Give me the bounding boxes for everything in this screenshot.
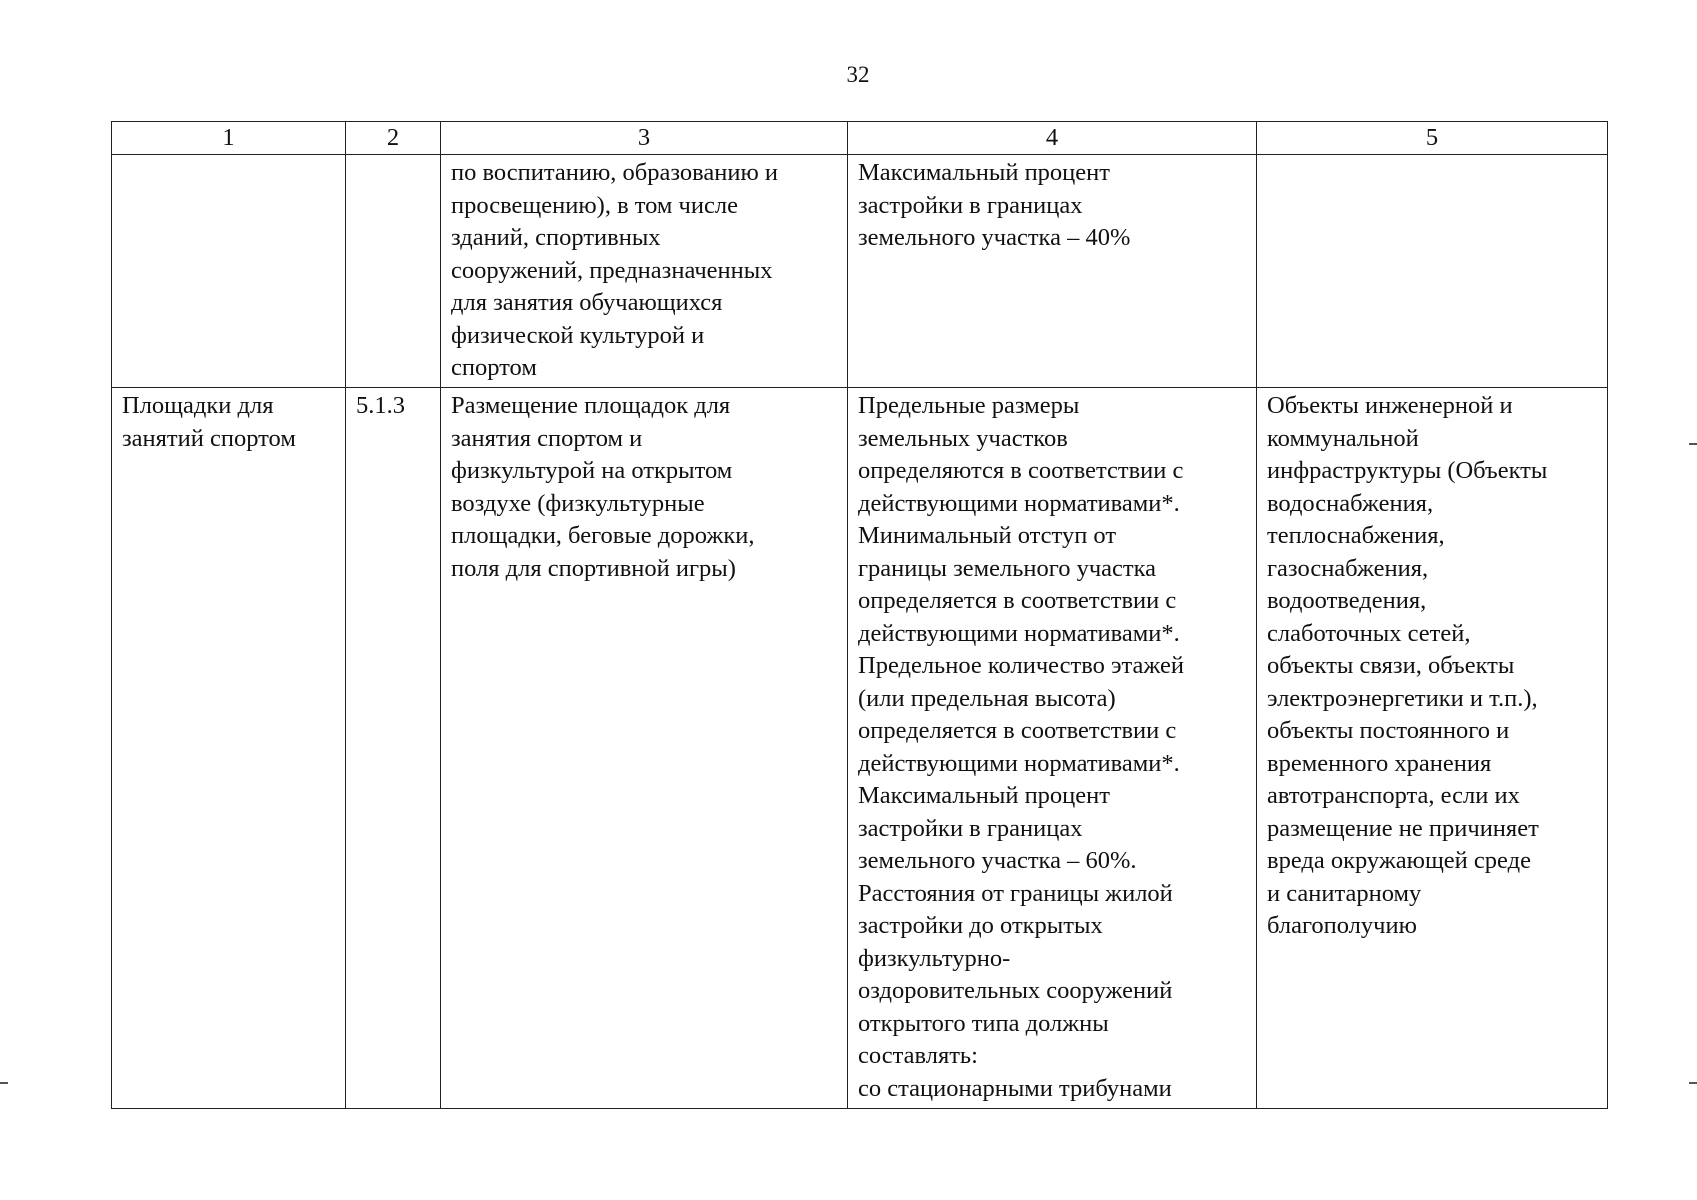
scan-edge-mark — [0, 1082, 8, 1084]
page-number: 32 — [846, 62, 870, 87]
table-row — [112, 155, 1608, 388]
cell-text: Максимальный процент застройки в границах земельного участка – 40% — [858, 159, 1131, 251]
table-cell — [1257, 388, 1608, 1109]
cell-text: Размещение площадок для занятия спортом и физкультурой на открытом воздухе (физкультурные площадки, беговые дорожки, поля для спортивной игры) — [451, 392, 755, 582]
cell-text: по воспитанию, образованию и просвещению), в том числе зданий, спортивных сооружений, предназначенных для занятия обучающихся физической культурой и спортом — [451, 159, 779, 381]
cell-text: Предельные размеры земельных участков определяются в соответствии с действующими нормативами*. Минимальный отступ от границы земельного участка определяется в соответствии с действующими нормативами*. Предельное количество этажей (или предельная высота) определяется в соответствии с действующими нормативами*. Максимальный процент застройки в границах земельного участка – 60%. Расстояния от границы жилой застройки до открытых физкультурно- оздоровительных сооружений открытого типа должны составлять: со стационарными трибунами — [858, 392, 1184, 1102]
table-row — [112, 388, 1608, 1109]
column-header: 2 — [346, 122, 441, 155]
land-use-table — [111, 121, 1608, 1109]
scan-edge-mark — [1689, 443, 1697, 445]
table-cell — [112, 388, 346, 1109]
table-header-row — [112, 122, 1608, 155]
table-cell — [441, 155, 848, 388]
scan-edge-mark — [1689, 1082, 1697, 1084]
table-cell — [848, 155, 1257, 388]
table-cell — [1257, 155, 1608, 388]
column-header: 4 — [848, 122, 1257, 155]
column-header: 5 — [1257, 122, 1608, 155]
cell-text: 5.1.3 — [356, 392, 405, 419]
table-cell — [848, 388, 1257, 1109]
table-cell — [112, 155, 346, 388]
table-cell — [441, 388, 848, 1109]
table-cell — [346, 155, 441, 388]
cell-text: Площадки для занятий спортом — [122, 392, 296, 452]
column-header: 3 — [441, 122, 848, 155]
cell-text: Объекты инженерной и коммунальной инфраструктуры (Объекты водоснабжения, теплоснабжения, газоснабжения, водоотведения, слаботочных сетей, объекты связи, объекты электроэнергетики и т.п.), объекты постоянного и временного хранения автотранспорта, если их размещение не причиняет вреда окружающей среде и санитарному благополучию — [1267, 392, 1548, 939]
column-header: 1 — [112, 122, 346, 155]
table-cell — [346, 388, 441, 1109]
